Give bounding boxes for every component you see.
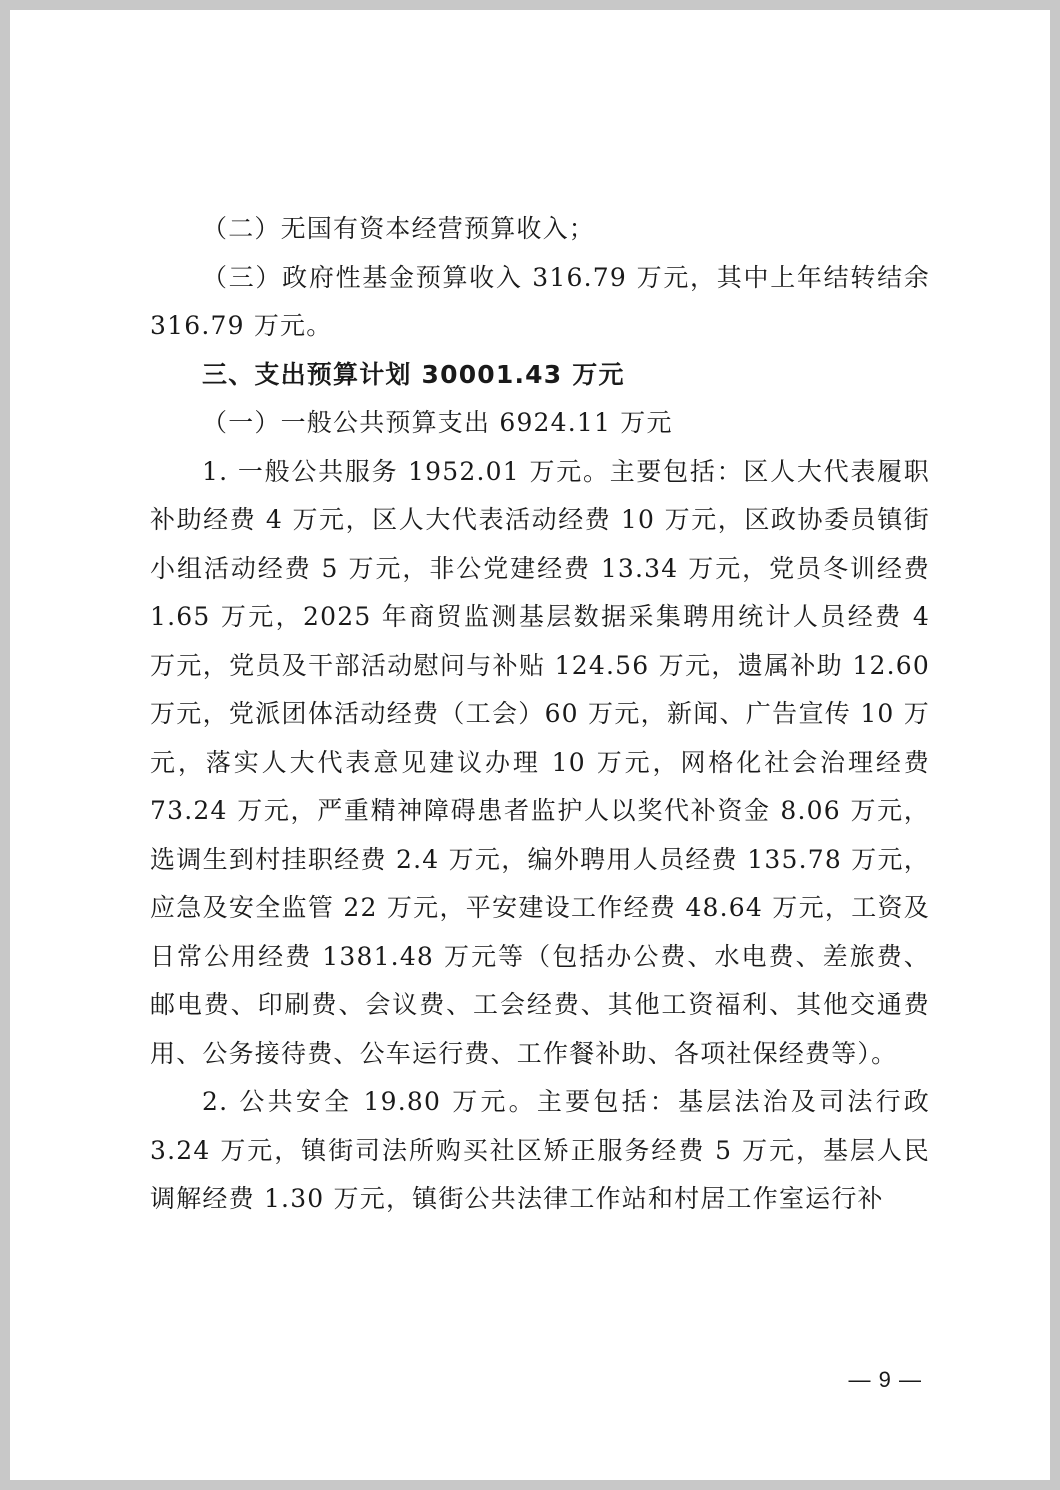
subsection-heading-general-public-budget: （一）一般公共预算支出 6924.11 万元 <box>202 408 673 437</box>
document-page <box>10 10 1050 1480</box>
paragraph-public-safety: 2. 公共安全 19.80 万元。主要包括：基层法治及司法行政 3.24 万元，镇街司法所购买社区矫正服务经费 5 万元，基层人民调解经费 1.30 万元，镇街公共法律工作站和村居工作室运行补 <box>150 1087 930 1213</box>
paragraph-government-fund-income: （三）政府性基金预算收入 316.79 万元，其中上年结转结余 316.79 万元。 <box>150 262 930 340</box>
document-body <box>150 205 930 1224</box>
paragraph-general-public-services: 1. 一般公共服务 1952.01 万元。主要包括：区人大代表履职补助经费 4 万元，区人大代表活动经费 10 万元，区政协委员镇街小组活动经费 5 万元，非公党建经费 13.34 万元，党员冬训经费 1.65 万元，2025 年商贸监测基层数据采集聘用统计人员经费 4 万元，党员及干部活动慰问与补贴 124.56 万元，遗属补助 12.60 万元，党派团体活动经费（工会）60 万元，新闻、广告宣传 10 万元，落实人大代表意见建议办理 10 万元，网格化社会治理经费 73.24 万元，严重精神障碍患者监护人以奖代补资金 8.06 万元，选调生到村挂职经费 2.4 万元，编外聘用人员经费 135.78 万元，应急及安全监管 22 万元，平安建设工作经费 48.64 万元，工资及日常公用经费 1381.48 万元等（包括办公费、水电费、差旅费、邮电费、印刷费、会议费、工会经费、其他工资福利、其他交通费用、公务接待费、公车运行费、工作餐补助、各项社保经费等）。 <box>150 456 930 1068</box>
paragraph-state-capital-income: （二）无国有资本经营预算收入； <box>202 214 596 243</box>
page-number: — 9 — <box>848 1367 922 1392</box>
section-heading-expenditure: 三、支出预算计划 30001.43 万元 <box>202 359 625 389</box>
